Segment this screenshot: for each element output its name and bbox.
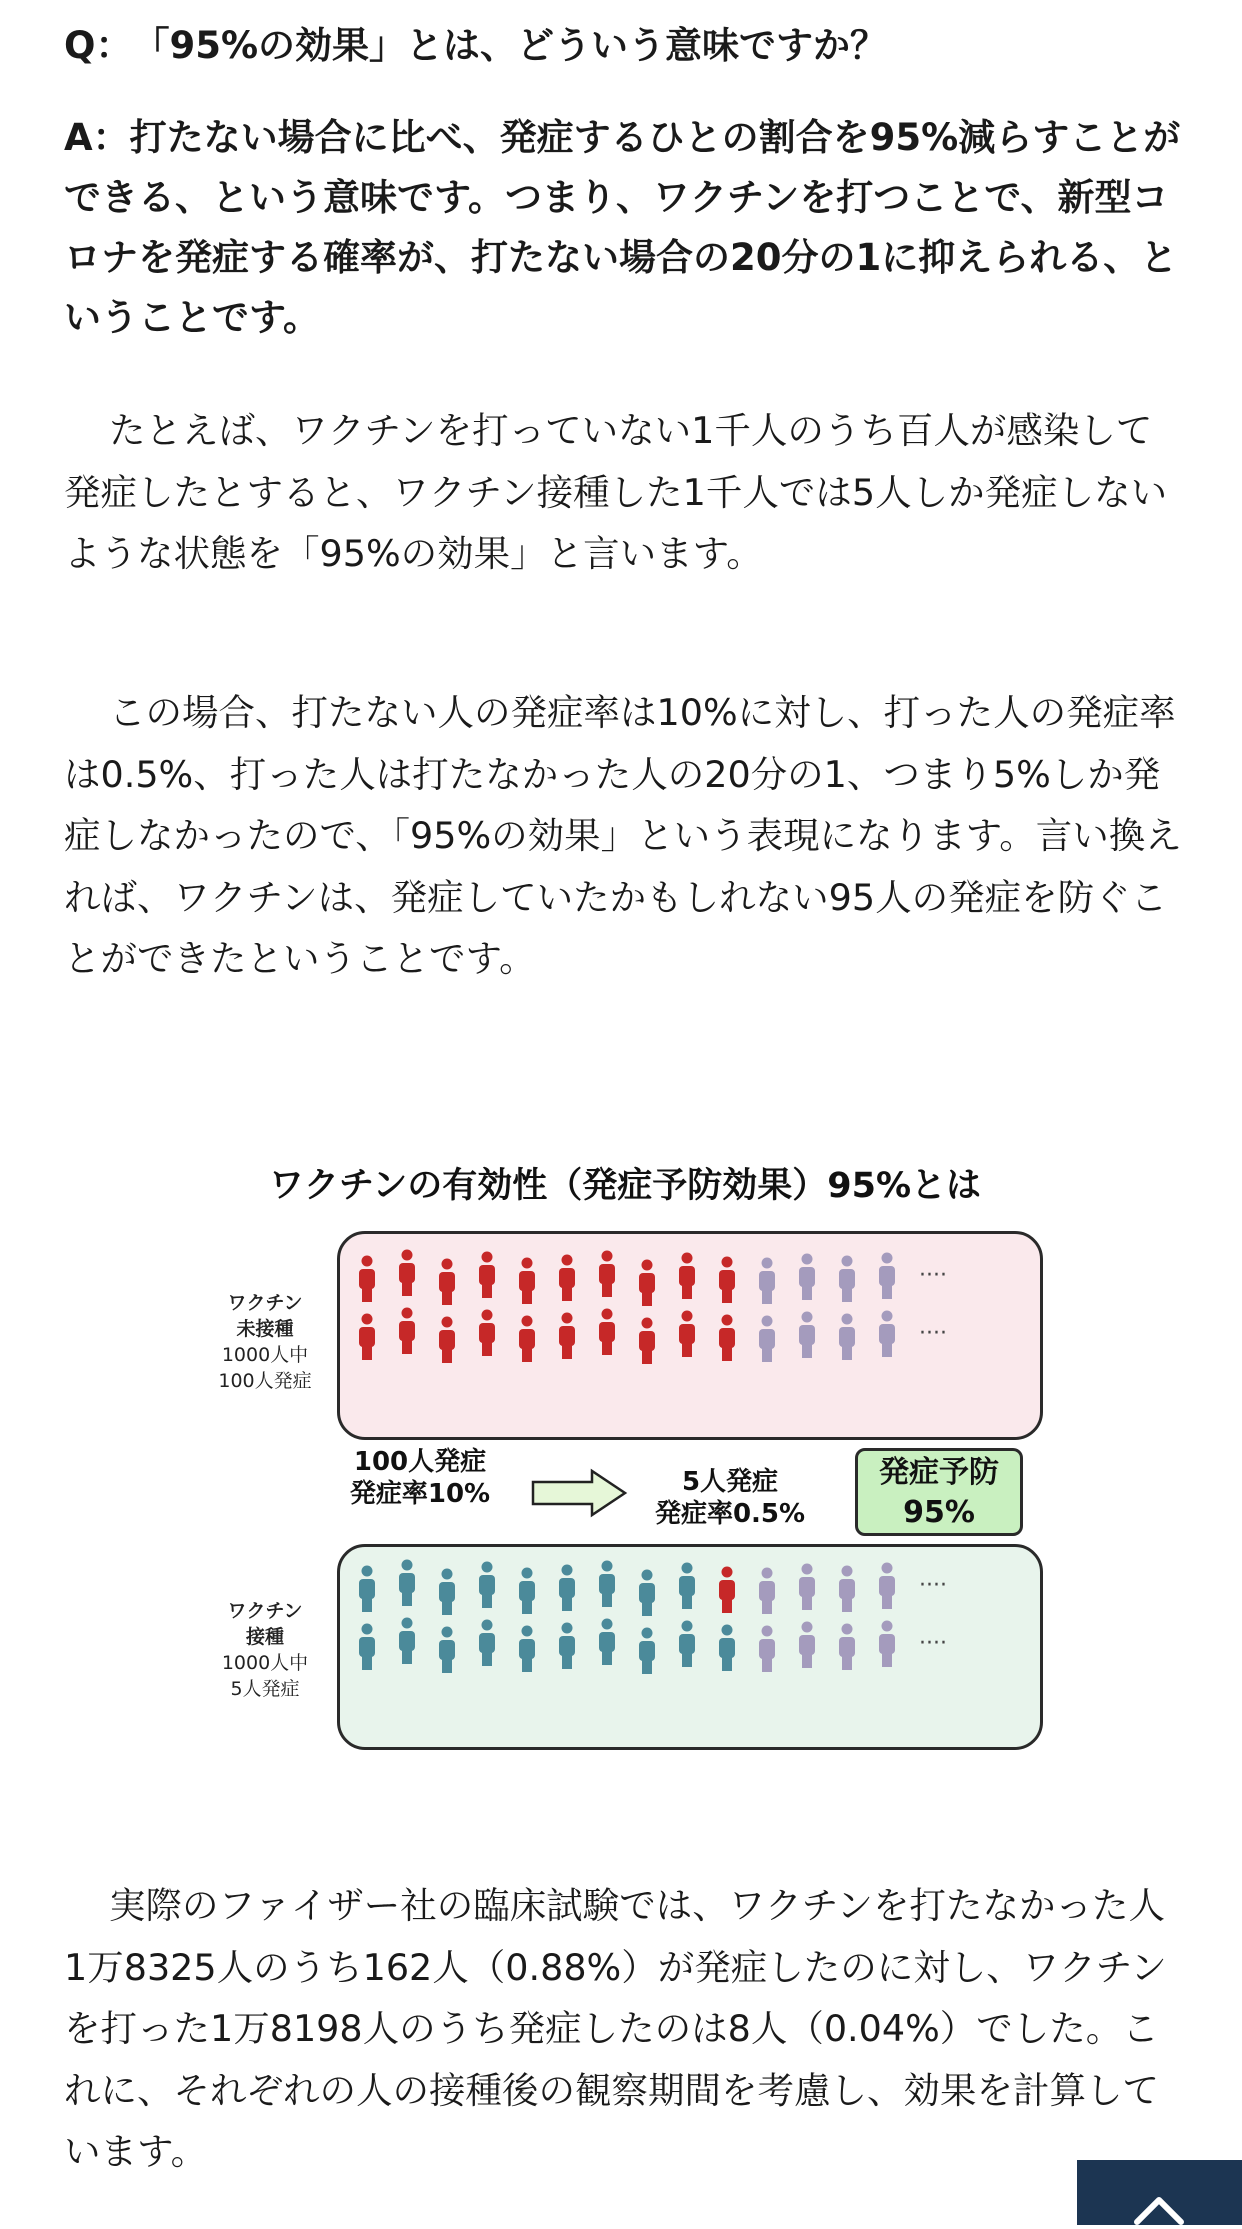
vaccinated-rate-line1: 5人発症 bbox=[681, 1467, 779, 1497]
answer-label: A： bbox=[64, 116, 130, 159]
prevention-badge-line2: 95% bbox=[903, 1495, 975, 1530]
vaccinated-label-line3: 1000人中 bbox=[221, 1652, 309, 1674]
vaccinated-row-2-person bbox=[599, 1619, 615, 1666]
question bbox=[64, 16, 1184, 76]
vaccinated-label-line4: 5人発症 bbox=[230, 1678, 300, 1700]
vaccinated-row-1-person bbox=[839, 1566, 855, 1613]
unvaccinated-rate-line1: 100人発症 bbox=[353, 1447, 487, 1477]
unvaccinated-row-1-person bbox=[639, 1260, 655, 1307]
vaccinated-row-1-person bbox=[679, 1563, 695, 1610]
unvaccinated-row-2-person bbox=[759, 1316, 775, 1363]
people-pictogram bbox=[200, 1150, 1050, 1770]
unvaccinated-label-line1: ワクチン bbox=[227, 1292, 303, 1314]
figure-title: ワクチンの有効性（発症予防効果）95%とは bbox=[268, 1166, 982, 1206]
vaccinated-row-1-ellipsis: ···· bbox=[919, 1573, 947, 1598]
paragraph-clinical-trial-text: 実際のファイザー社の臨床試験では、ワクチンを打たなかった人1万8325人のうち162人（0.88%）が発症したのに対し、ワクチンを打った1万8198人のうち発症したのは8人（0.04%）でした。これに、それぞれの人の接種後の観察期間を考慮し、効果を計算しています。 bbox=[64, 1884, 1167, 2173]
unvaccinated-row-2-ellipsis: ···· bbox=[919, 1321, 947, 1346]
answer-text: 打たない場合に比べ、発症するひとの割合を95%減らすことができる、という意味です。つまり、ワクチンを打つことで、新型コロナを発症する確率が、打たない場合の20分の1に抑えられる、ということです。 bbox=[64, 116, 1181, 339]
vaccinated-row-2-person bbox=[639, 1628, 655, 1675]
vaccinated-row-1-person bbox=[559, 1565, 575, 1612]
vaccinated-row-2-person bbox=[839, 1624, 855, 1671]
question-label: Q： bbox=[64, 24, 133, 67]
vaccinated-label-line2: 接種 bbox=[245, 1626, 284, 1648]
vaccinated-row-2-person bbox=[679, 1621, 695, 1668]
vaccinated-row-1-person bbox=[599, 1561, 615, 1608]
paragraph-explanation bbox=[64, 682, 1184, 990]
unvaccinated-row-1-person bbox=[359, 1256, 375, 1303]
vaccinated-row-2-person bbox=[719, 1625, 735, 1672]
vaccinated-row-1-person bbox=[879, 1563, 895, 1610]
unvaccinated-row-2-person bbox=[719, 1315, 735, 1362]
vaccinated-row-1-person bbox=[359, 1566, 375, 1613]
vaccinated-row-2-person bbox=[879, 1621, 895, 1668]
unvaccinated-row-1-person bbox=[839, 1256, 855, 1303]
vaccinated-row-2-person bbox=[359, 1624, 375, 1671]
vaccinated-row-1-person bbox=[719, 1567, 735, 1614]
chevron-up-icon bbox=[1077, 2160, 1242, 2225]
vaccinated-row-1-person bbox=[479, 1562, 495, 1609]
unvaccinated-row-2-person bbox=[639, 1318, 655, 1365]
unvaccinated-label-line4: 100人発症 bbox=[218, 1370, 312, 1392]
unvaccinated-row-2-person bbox=[399, 1308, 415, 1355]
vaccinated-row-2-person bbox=[799, 1622, 815, 1669]
unvaccinated-row-1-person bbox=[479, 1252, 495, 1299]
vaccinated-row-2-ellipsis: ···· bbox=[919, 1631, 947, 1656]
unvaccinated-row-1-person bbox=[599, 1251, 615, 1298]
unvaccinated-row-1-person bbox=[719, 1257, 735, 1304]
unvaccinated-row-1-person bbox=[879, 1253, 895, 1300]
question-text: 「95%の効果」とは、どういう意味ですか？ bbox=[132, 24, 888, 67]
vaccinated-row-2-person bbox=[439, 1627, 455, 1674]
vaccinated-row-2-person bbox=[759, 1626, 775, 1673]
vaccinated-row-1-person bbox=[759, 1568, 775, 1615]
unvaccinated-row-1-person bbox=[679, 1253, 695, 1300]
unvaccinated-row-1-ellipsis: ···· bbox=[919, 1263, 947, 1288]
paragraph-explanation-text: この場合、打たない人の発症率は10%に対し、打った人の発症率は0.5%、打った人は打たなかった人の20分の1、つまり5%しか発症しなかったので、「95%の効果」という表現になります。言い換えれば、ワクチンは、発症していたかもしれない95人の発症を防ぐことができたということです。 bbox=[64, 691, 1182, 980]
unvaccinated-row-2-person bbox=[519, 1316, 535, 1363]
unvaccinated-row-1-person bbox=[439, 1259, 455, 1306]
unvaccinated-row-1-person bbox=[799, 1254, 815, 1301]
vaccinated-row-2-person bbox=[519, 1626, 535, 1673]
prevention-badge-line1: 発症予防 bbox=[879, 1455, 999, 1490]
answer bbox=[64, 108, 1184, 348]
unvaccinated-row-2-person bbox=[839, 1314, 855, 1361]
paragraph-clinical-trial bbox=[64, 1875, 1184, 2183]
vaccinated-rate-line2: 発症率0.5% bbox=[654, 1499, 806, 1529]
vaccinated-label-line1: ワクチン bbox=[227, 1600, 303, 1622]
vaccinated-row-1-person bbox=[439, 1569, 455, 1616]
unvaccinated-row-1-person bbox=[759, 1258, 775, 1305]
vaccinated-row-1-person bbox=[399, 1560, 415, 1607]
vaccinated-row-1-person bbox=[519, 1568, 535, 1615]
vaccinated-row-2-person bbox=[559, 1623, 575, 1670]
vaccinated-row-1-person bbox=[799, 1564, 815, 1611]
vaccinated-row-1-person bbox=[639, 1570, 655, 1617]
unvaccinated-row-1-person bbox=[559, 1255, 575, 1302]
unvaccinated-rate-line2: 発症率10% bbox=[349, 1479, 491, 1509]
unvaccinated-row-2-person bbox=[679, 1311, 695, 1358]
unvaccinated-row-2-person bbox=[599, 1309, 615, 1356]
paragraph-example-text: たとえば、ワクチンを打っていない1千人のうち百人が感染して発症したとすると、ワクチン接種した1千人では5人しか発症しないような状態を「95%の効果」と言います。 bbox=[64, 409, 1168, 575]
paragraph-example bbox=[64, 400, 1184, 585]
vaccinated-row-2-person bbox=[479, 1620, 495, 1667]
scroll-to-top-button[interactable] bbox=[1077, 2160, 1242, 2225]
unvaccinated-row-2-person bbox=[359, 1314, 375, 1361]
unvaccinated-label-line2: 未接種 bbox=[236, 1318, 294, 1340]
unvaccinated-row-1-person bbox=[399, 1250, 415, 1297]
vaccinated-row-2-person bbox=[399, 1618, 415, 1665]
vaccine-efficacy-figure bbox=[200, 1150, 1050, 1770]
unvaccinated-row-2-person bbox=[559, 1313, 575, 1360]
unvaccinated-row-2-person bbox=[879, 1311, 895, 1358]
unvaccinated-row-2-person bbox=[799, 1312, 815, 1359]
unvaccinated-label-line3: 1000人中 bbox=[221, 1344, 309, 1366]
unvaccinated-row-2-person bbox=[439, 1317, 455, 1364]
unvaccinated-row-1-person bbox=[519, 1258, 535, 1305]
unvaccinated-row-2-person bbox=[479, 1310, 495, 1357]
